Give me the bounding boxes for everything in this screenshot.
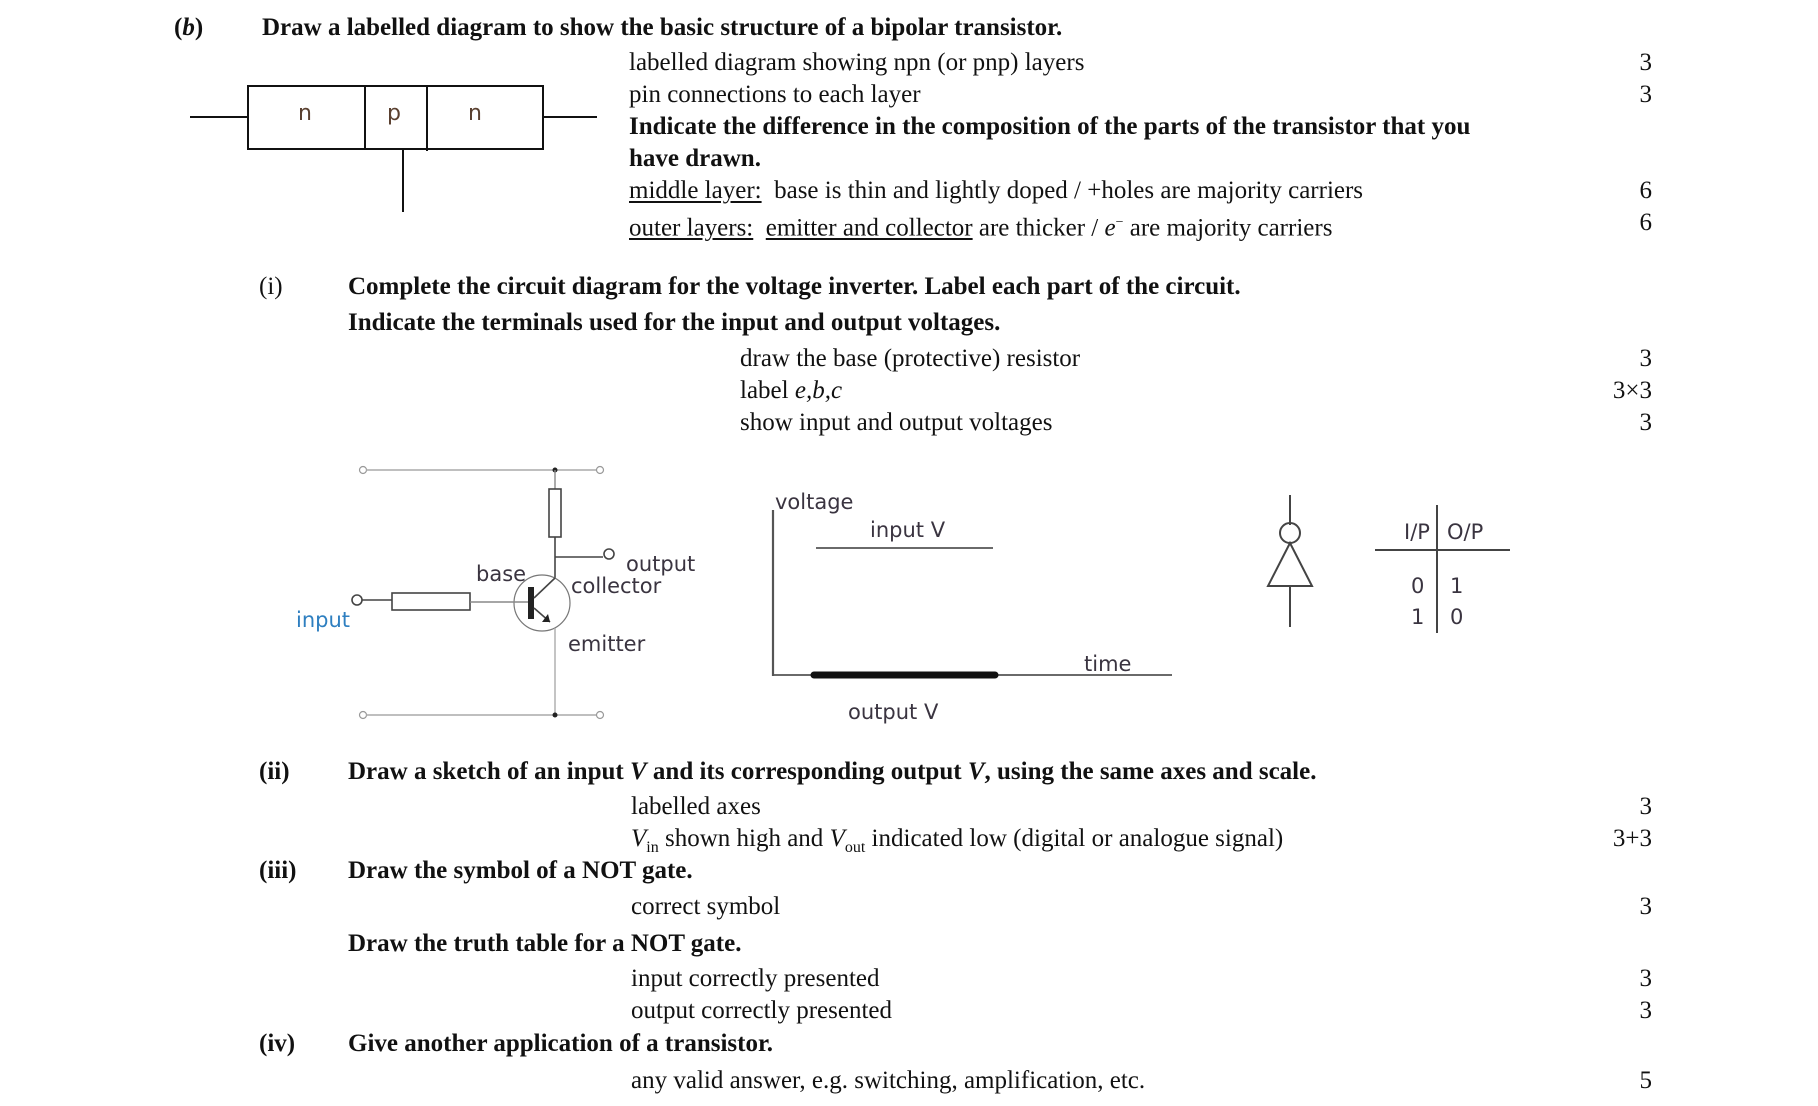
inverter-circuit-diagram <box>280 450 750 740</box>
mark: 3 <box>1639 49 1652 76</box>
criterion-text: show input and output voltages <box>740 409 1053 436</box>
truth-table-lines <box>1375 505 1515 635</box>
mark: 3+3 <box>1612 825 1652 852</box>
question-i-line1: Complete the circuit diagram for the voltage inverter. Label each part of the circuit. <box>348 273 1241 300</box>
graph-label-voltage: voltage <box>775 490 854 514</box>
subscript-out: out <box>844 839 866 856</box>
part-label-i: (i) <box>259 273 283 300</box>
truth-table-cell: 1 <box>1450 574 1464 598</box>
truth-table-cell: 0 <box>1411 574 1425 598</box>
criterion-text: draw the base (protective) resistor <box>740 345 1081 372</box>
variable-v: V <box>629 758 647 785</box>
graph-label-time: time <box>1084 652 1132 676</box>
circuit-label-input: input <box>296 608 351 632</box>
subscript-in: in <box>646 839 659 856</box>
criterion-outer-layers <box>629 208 1332 243</box>
criterion-text: shown high and <box>658 825 830 852</box>
mark: 3 <box>1639 965 1652 992</box>
question-ii <box>348 757 1316 787</box>
criterion-text <box>740 376 842 406</box>
question-iii: Draw the symbol of a NOT gate. <box>348 857 693 884</box>
criterion-text: labelled axes <box>631 793 761 820</box>
electron-symbol: e <box>1104 214 1116 242</box>
question-i-line2: Indicate the terminals used for the input and output voltages. <box>348 309 1001 336</box>
question-b: Draw a labelled diagram to show the basic structure of a bipolar transistor. <box>262 14 1063 41</box>
circuit-label-emitter: emitter <box>568 632 646 656</box>
question-text: , using the same axes and scale. <box>984 758 1317 785</box>
question-iv: Give another application of a transistor. <box>348 1030 774 1057</box>
mark: 3 <box>1639 793 1652 820</box>
criterion-text-italic: e,b,c <box>794 377 843 404</box>
electron-charge: − <box>1115 215 1124 230</box>
truth-table-cell: 1 <box>1411 605 1425 629</box>
part-label-iv: (iv) <box>259 1030 296 1057</box>
criterion-text: pin connections to each layer <box>629 81 921 108</box>
circuit-label-base: base <box>476 562 527 586</box>
variable-v: V <box>967 758 985 785</box>
mark: 5 <box>1639 1067 1652 1094</box>
not-gate-symbol <box>1265 495 1325 630</box>
mark: 3×3 <box>1612 377 1652 404</box>
criterion-text: correct symbol <box>631 893 781 920</box>
mark: 6 <box>1639 209 1652 236</box>
graph-label-output-v: output V <box>848 700 939 724</box>
middle-layer-label: middle layer: <box>629 177 762 204</box>
layer-label-p: p <box>387 101 401 126</box>
mark: 3 <box>1639 409 1652 436</box>
criterion-text: indicated low (digital or analogue signal) <box>865 825 1284 852</box>
outer-layers-label: outer layers: <box>629 214 754 242</box>
outer-layers-text: are thicker / <box>972 214 1105 242</box>
criterion-middle-layer <box>629 176 1363 206</box>
mark: 3 <box>1639 997 1652 1024</box>
circuit-label-collector: collector <box>571 574 662 598</box>
layer-label-n-right: n <box>468 101 482 126</box>
mark: 6 <box>1639 177 1652 204</box>
criterion-vin-vout <box>631 824 1283 863</box>
input-output-voltage-graph <box>760 480 1230 740</box>
truth-table-cell: 0 <box>1450 605 1464 629</box>
question-iii-truth-table: Draw the truth table for a NOT gate. <box>348 930 742 957</box>
question-text: and its corresponding output <box>646 758 968 785</box>
circuit-label-output: output <box>626 552 696 576</box>
layer-label-n-left: n <box>298 101 312 126</box>
criterion-text: any valid answer, e.g. switching, amplification, etc. <box>631 1067 1146 1094</box>
mark: 3 <box>1639 81 1652 108</box>
variable-v: V <box>631 825 647 852</box>
criterion-text: labelled diagram showing npn (or pnp) layers <box>629 49 1085 76</box>
criterion-text: input correctly presented <box>631 965 880 992</box>
sub-question-b: Indicate the difference in the composition of the parts of the transistor that you <box>629 113 1471 140</box>
part-label-ii: (ii) <box>259 758 290 785</box>
truth-table-header-output: O/P <box>1447 520 1484 544</box>
middle-layer-text: base is thin and lightly doped / +holes are majority carriers <box>774 177 1364 204</box>
part-label-iii: (iii) <box>259 857 297 884</box>
outer-layers-text: are majority carriers <box>1123 214 1333 242</box>
variable-v: V <box>829 825 845 852</box>
outer-layers-underlined: emitter and collector <box>765 214 973 242</box>
mark: 3 <box>1639 345 1652 372</box>
graph-label-input-v: input V <box>870 518 946 542</box>
criterion-text: output correctly presented <box>631 997 893 1024</box>
truth-table-header-input: I/P <box>1404 520 1430 544</box>
question-text: Draw a sketch of an input <box>348 758 630 785</box>
mark: 3 <box>1639 893 1652 920</box>
part-label-b: (b) <box>174 14 204 41</box>
criterion-text-a: label <box>740 377 795 404</box>
sub-question-b-cont: have drawn. <box>629 145 761 172</box>
